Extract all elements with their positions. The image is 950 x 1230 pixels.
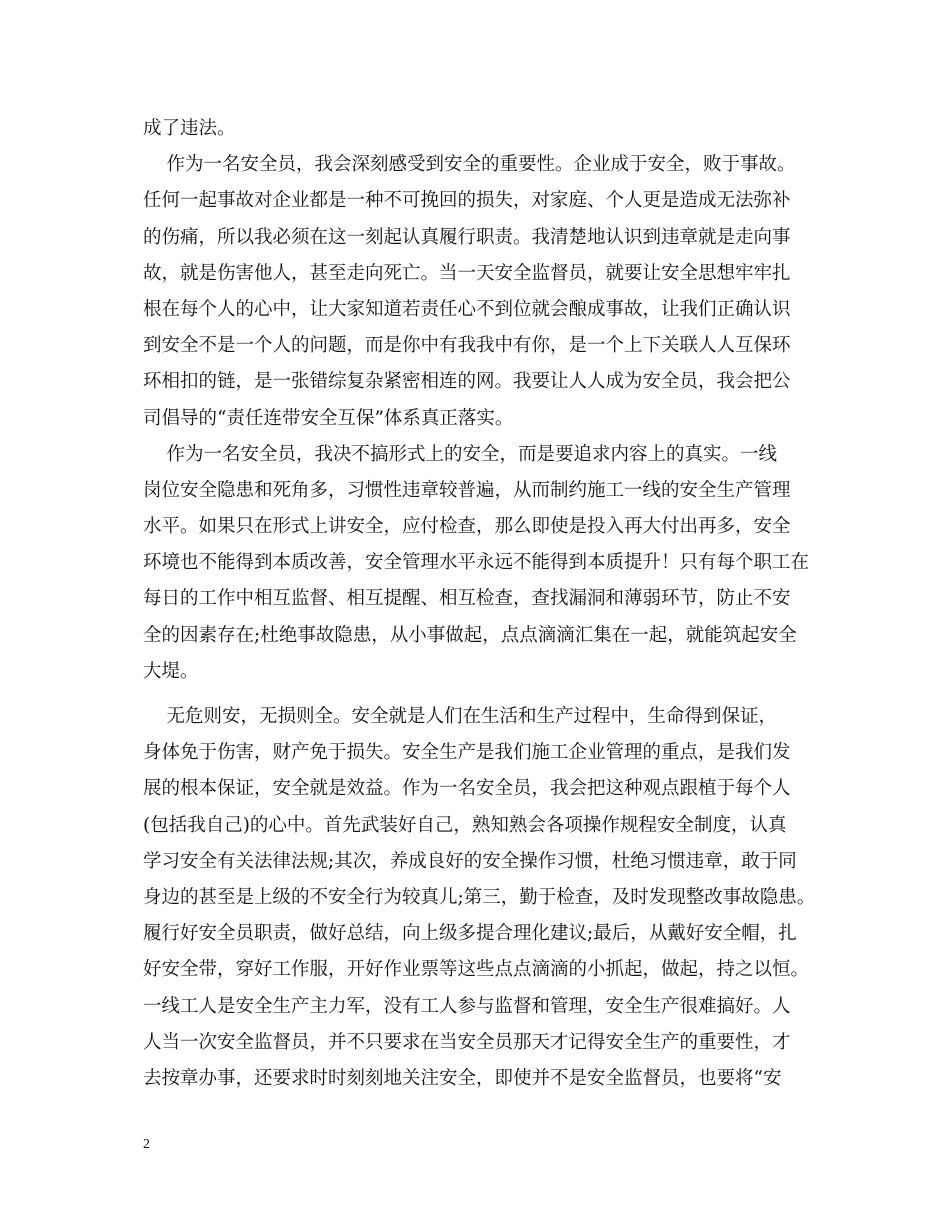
text-line: 到安全不是一个人的问题，而是你中有我我中有你，是一个上下关联人人互保环: [143, 335, 791, 357]
text-line: 任何一起事故对企业都是一种不可挽回的损失，对家庭、个人更是造成无法弥补: [143, 190, 791, 212]
text-line: 一线工人是安全生产主力军，没有工人参与监督和管理，安全生产很难搞好。人: [143, 995, 791, 1017]
text-line: 履行好安全员职责，做好总结，向上级多提合理化建议;最后，从戴好安全帽，扎: [143, 923, 797, 945]
text-line: 的伤痛，所以我必须在这一刻起认真履行职责。我清楚地认识到违章就是走向事: [143, 226, 791, 248]
text-line: 司倡导的“责任连带安全互保”体系真正落实。: [143, 407, 514, 429]
text-line: 大堤。: [143, 660, 199, 682]
page-number: 2: [143, 1137, 150, 1152]
text-line: 学习安全有关法律法规;其次，养成良好的安全操作习惯，杜绝习惯违章，敢于同: [143, 850, 797, 872]
text-line: 环相扣的链，是一张错综复杂紧密相连的网。我要让人人成为安全员，我会把公: [143, 371, 791, 393]
text-line: 根在每个人的心中，让大家知道若责任心不到位就会酿成事故，让我们正确认识: [143, 298, 791, 320]
body-text: [143, 111, 833, 1097]
text-line: 全的因素存在;杜绝事故隐患，从小事做起，点点滴滴汇集在一起，就能筑起安全: [143, 624, 797, 646]
text-line: (包括我自己)的心中。首先武装好自己，熟知熟会各项操作规程安全制度，认真: [143, 814, 787, 836]
text-line: 故，就是伤害他人，甚至走向死亡。当一天安全监督员，就要让安全思想牢牢扎: [143, 262, 791, 284]
text-line: 去按章办事，还要求时时刻刻地关注安全，即使并不是安全监督员，也要将“安: [143, 1067, 782, 1089]
text-line: 作为一名安全员，我决不搞形式上的安全，而是要追求内容上的真实。一线: [143, 443, 778, 465]
text-line: 作为一名安全员，我会深刻感受到安全的重要性。企业成于安全，败于事故。: [143, 154, 796, 176]
text-line: 成了违法。: [143, 118, 236, 139]
text-line: 无危则安，无损则全。安全就是人们在生活和生产过程中，生命得到保证，: [143, 706, 778, 727]
text-line: 人当一次安全监督员，并不只要求在当安全员那天才记得安全生产的重要性，才: [143, 1031, 791, 1053]
text-line: 好安全带，穿好工作服，开好作业票等这些点点滴滴的小抓起，做起，持之以恒。: [143, 959, 810, 981]
text-line: 身边的甚至是上级的不安全行为较真儿;第三，勤于检查，及时发现整改事故隐患。: [143, 886, 816, 908]
text-line: 身体免于伤害，财产免于损失。安全生产是我们施工企业管理的重点，是我们发: [143, 742, 791, 764]
text-line: 岗位安全隐患和死角多，习惯性违章较普遍，从而制约施工一线的安全生产管理: [143, 479, 791, 501]
text-line: 每日的工作中相互监督、相互提醒、相互检查，查找漏洞和薄弱环节，防止不安: [143, 588, 791, 610]
text-line: 展的根本保证，安全就是效益。作为一名安全员，我会把这种观点跟植于每个人: [143, 778, 791, 800]
text-line: 水平。如果只在形式上讲安全，应付检查，那么即使是投入再大付出再多，安全: [143, 516, 791, 538]
text-line: 环境也不能得到本质改善，安全管理水平永远不能得到本质提升！只有每个职工在: [143, 552, 810, 574]
